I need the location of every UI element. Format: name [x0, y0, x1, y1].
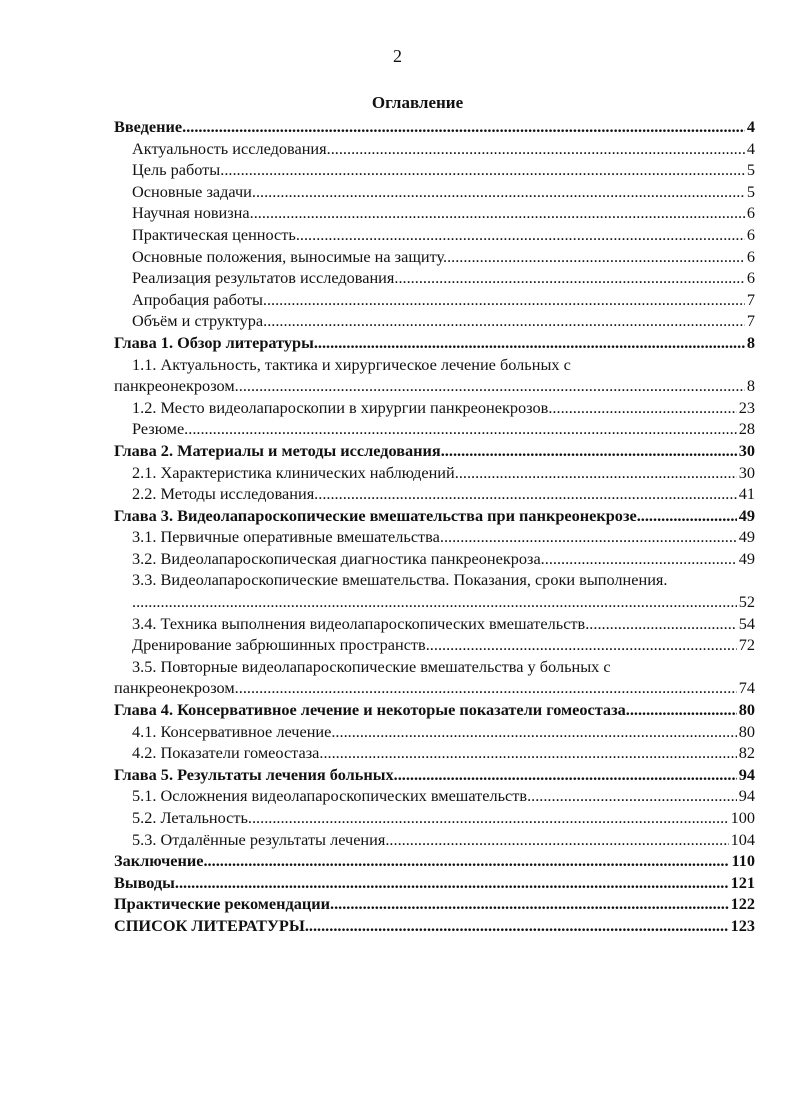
- toc-entry-text: 5.3. Отдалённые результаты лечения.: [132, 829, 390, 849]
- toc-entry-page: 7: [746, 311, 755, 331]
- toc-entry-text: Введение.: [114, 117, 187, 136]
- leader-dots: [256, 181, 745, 203]
- leader-dots: [641, 505, 737, 527]
- toc-entry-page: 23: [738, 397, 755, 417]
- toc-entry-text: панкреонекрозом.: [114, 376, 239, 396]
- toc-entry-text: 3.1. Первичные оперативные вмешательства.: [132, 527, 444, 547]
- leader-dots: [459, 462, 737, 484]
- toc-entry-text: Апробация работы.: [132, 289, 267, 309]
- toc-entry-text: Научная новизна.: [132, 203, 254, 223]
- leader-dots: [331, 138, 745, 160]
- toc-entry-text: 1.2. Место видеолапароскопии в хирургии панкреонекрозов.: [132, 397, 553, 417]
- toc-entry-page: 52: [738, 592, 755, 612]
- toc-entry[interactable]: [114, 267, 755, 289]
- table-of-contents: [114, 116, 755, 937]
- toc-entry[interactable]: [114, 440, 755, 462]
- leader-dots: [239, 677, 737, 699]
- toc-entry[interactable]: [114, 613, 755, 635]
- toc-entry-text: Глава 2. Материалы и методы исследования.: [114, 440, 445, 460]
- toc-entry-text: Основные положения, выносимые на защиту.: [132, 246, 448, 266]
- toc-title: Оглавление: [371, 93, 464, 112]
- toc-entry-text: СПИСОК ЛИТЕРАТУРЫ: [114, 915, 305, 935]
- toc-entry-page: 41: [738, 484, 755, 504]
- toc-entry-page: 104: [730, 829, 755, 849]
- toc-entry[interactable]: [114, 872, 755, 894]
- toc-entry[interactable]: [114, 850, 755, 872]
- toc-entry-text: 2.2. Методы исследования.: [132, 484, 319, 504]
- toc-entry[interactable]: [114, 656, 755, 699]
- toc-entry[interactable]: [114, 764, 755, 786]
- page-number: 2: [393, 46, 402, 66]
- leader-dots: [589, 613, 736, 635]
- leader-dots: [179, 872, 729, 894]
- toc-entry-text: Основные задачи.: [132, 181, 256, 201]
- leader-dots: [300, 224, 745, 246]
- toc-entry[interactable]: [114, 569, 755, 612]
- leader-dots: [314, 332, 745, 354]
- toc-entry[interactable]: [114, 742, 755, 764]
- toc-entry-text: панкреонекрозом.: [114, 678, 239, 698]
- leader-dots: [398, 764, 737, 786]
- leader-dots: [224, 159, 745, 181]
- toc-entry[interactable]: [114, 526, 755, 548]
- toc-entry-page: 49: [738, 505, 755, 525]
- toc-entry[interactable]: [114, 332, 755, 354]
- toc-entry-page: 94: [738, 786, 755, 806]
- toc-entry-text: Практические рекомендации.: [114, 894, 335, 914]
- toc-entry[interactable]: [114, 202, 755, 224]
- toc-entry-text: Объём и структура.: [132, 311, 268, 331]
- toc-entry[interactable]: [114, 397, 755, 419]
- leader-dots: [430, 634, 737, 656]
- toc-entry-page: 28: [738, 419, 755, 439]
- toc-entry-text: Цель работы.: [132, 160, 225, 180]
- leader-dots: [389, 829, 728, 851]
- toc-entry-page: 8: [746, 376, 755, 396]
- toc-entry-page: 72: [738, 635, 755, 655]
- leader-dots: [132, 591, 737, 613]
- toc-entry-text: Актуальность исследования.: [132, 138, 331, 158]
- leader-dots: [254, 202, 745, 224]
- toc-entry[interactable]: [114, 634, 755, 656]
- toc-entry-text: Выводы.: [114, 872, 179, 892]
- leader-dots: [267, 289, 745, 311]
- toc-entry-text-line1: 1.1. Актуальность, тактика и хирургическое лечение больных с: [132, 354, 571, 374]
- toc-entry-page: 6: [746, 246, 755, 266]
- toc-entry-text: Глава 3. Видеолапароскопические вмешательства при панкреонекрозе.: [114, 505, 641, 525]
- toc-entry[interactable]: [114, 807, 755, 829]
- toc-entry-text: 5.2. Летальность.: [132, 808, 252, 827]
- toc-entry-page: 54: [738, 613, 755, 633]
- toc-entry-text-line1: 3.5. Повторные видеолапароскопические вмешательства у больных с: [132, 656, 611, 676]
- toc-entry-text: Глава 4. Консервативное лечение и некоторые показатели гомеостаза.: [114, 700, 630, 720]
- toc-entry-page: 80: [738, 721, 755, 741]
- leader-dots: [305, 915, 729, 937]
- toc-entry-page: 94: [738, 764, 755, 784]
- leader-dots: [552, 397, 736, 419]
- toc-entry[interactable]: [114, 505, 755, 527]
- toc-entry[interactable]: [114, 829, 755, 851]
- toc-entry-page: 7: [746, 289, 755, 309]
- toc-entry-text: 4.2. Показатели гомеостаза.: [132, 743, 324, 763]
- leader-dots: [398, 267, 744, 289]
- toc-entry[interactable]: [114, 224, 755, 246]
- leader-dots: [447, 246, 745, 268]
- toc-entry-text: Заключение.: [114, 851, 208, 871]
- leader-dots: [208, 850, 730, 872]
- toc-entry-text: Дренирование забрюшинных пространств.: [132, 635, 430, 655]
- toc-entry-page: 100: [730, 808, 755, 827]
- leader-dots: [335, 721, 736, 743]
- toc-entry[interactable]: [114, 116, 755, 138]
- toc-entry-text: Резюме.: [132, 419, 189, 439]
- toc-entry-text: 4.1. Консервативное лечение.: [132, 721, 336, 741]
- toc-entry-page: 8: [746, 332, 755, 352]
- toc-entry-text: Практическая ценность.: [132, 224, 300, 244]
- toc-entry[interactable]: [114, 310, 755, 332]
- toc-entry[interactable]: [114, 159, 755, 181]
- toc-entry-page: 6: [746, 268, 755, 288]
- toc-entry-page: 80: [738, 700, 755, 720]
- toc-entry-page: 6: [746, 224, 755, 244]
- toc-entry-text: Глава 1. Обзор литературы: [114, 332, 314, 352]
- leader-dots: [318, 483, 736, 505]
- leader-dots: [334, 893, 729, 915]
- toc-entry-text: Глава 5. Результаты лечения больных.: [114, 764, 398, 784]
- toc-entry-text: 2.1. Характеристика клинических наблюдений.: [132, 462, 459, 482]
- leader-dots: [239, 375, 745, 397]
- toc-entry[interactable]: [114, 462, 755, 484]
- toc-entry[interactable]: [114, 138, 755, 160]
- toc-entry-text: Реализация результатов исследования.: [132, 268, 399, 288]
- leader-dots: [186, 116, 745, 138]
- leader-dots: [531, 785, 737, 807]
- toc-entry[interactable]: [114, 289, 755, 311]
- toc-entry-page: 30: [738, 440, 755, 460]
- toc-entry[interactable]: [114, 354, 755, 397]
- toc-entry[interactable]: [114, 483, 755, 505]
- toc-entry[interactable]: [114, 548, 755, 570]
- toc-entry[interactable]: [114, 785, 755, 807]
- toc-entry-page: 82: [738, 743, 755, 763]
- toc-entry-page: 122: [730, 894, 755, 914]
- toc-entry[interactable]: [114, 699, 755, 721]
- leader-dots: [445, 440, 737, 462]
- toc-entry[interactable]: [114, 418, 755, 440]
- toc-entry-text: 5.1. Осложнения видеолапароскопических вмешательств.: [132, 786, 532, 806]
- leader-dots: [545, 548, 737, 570]
- toc-entry-text: 3.2. Видеолапароскопическая диагностика панкреонекроза.: [132, 548, 545, 568]
- toc-entry[interactable]: [114, 246, 755, 268]
- toc-entry[interactable]: [114, 721, 755, 743]
- toc-entry-text-line1: 3.3. Видеолапароскопические вмешательства. Показания, сроки выполнения.: [132, 570, 668, 590]
- leader-dots: [252, 807, 729, 829]
- leader-dots: [630, 699, 737, 721]
- leader-dots: [444, 526, 737, 548]
- toc-entry-page: 4: [746, 138, 755, 158]
- toc-entry-page: 123: [730, 915, 755, 935]
- toc-entry-page: 5: [746, 181, 755, 201]
- toc-entry-page: 49: [738, 527, 755, 547]
- toc-entry-page: 5: [746, 160, 755, 180]
- toc-entry[interactable]: [114, 893, 755, 915]
- toc-entry-text: 3.4. Техника выполнения видеолапароскопических вмешательств.: [132, 613, 590, 633]
- toc-entry-page: 49: [738, 548, 755, 568]
- toc-entry-page: 110: [731, 851, 755, 871]
- toc-entry-page: 121: [730, 872, 755, 892]
- toc-entry-page: 30: [738, 462, 755, 482]
- toc-entry-page: 4: [746, 117, 755, 136]
- leader-dots: [188, 418, 736, 440]
- leader-dots: [323, 742, 736, 764]
- leader-dots: [267, 310, 745, 332]
- toc-entry[interactable]: [114, 915, 755, 937]
- toc-entry-page: 6: [746, 203, 755, 223]
- toc-entry[interactable]: [114, 181, 755, 203]
- toc-entry-page: 74: [738, 678, 755, 698]
